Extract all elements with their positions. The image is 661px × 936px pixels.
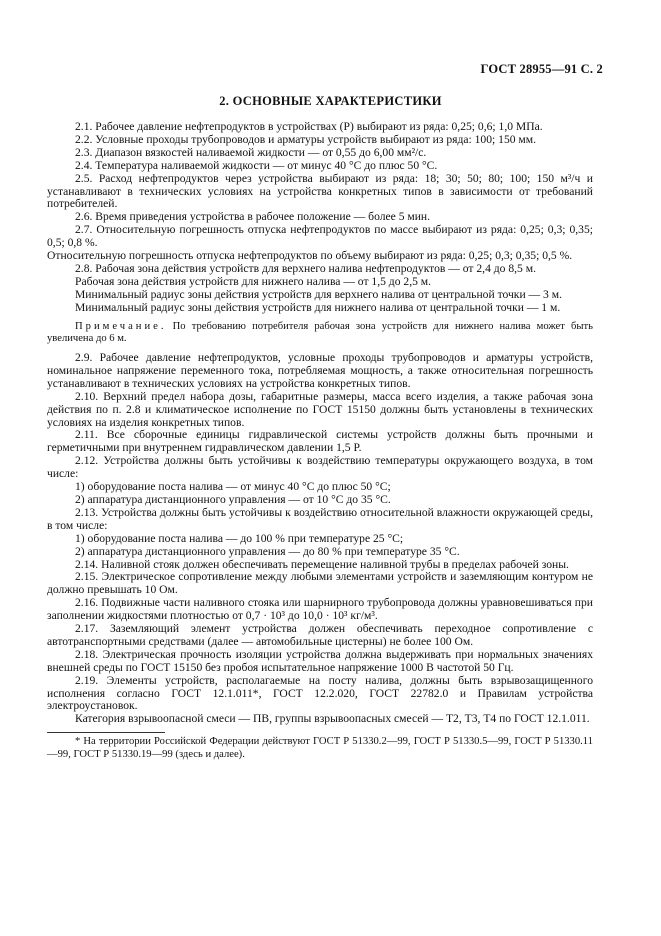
note bbox=[47, 321, 593, 345]
paragraph-2-8-radius-upper: Минимальный радиус зоны действия устройств для верхнего налива от центральной точки — 3 м. bbox=[75, 287, 562, 301]
paragraph-2-8-radius-lower: Минимальный радиус зоны действия устройств для нижнего налива от центральной точки — 1 м. bbox=[75, 300, 561, 314]
paragraph-2-3: 2.3. Диапазон вязкостей наливаемой жидкости — от 0,55 до 6,00 мм²/с. bbox=[75, 145, 427, 159]
list-item: 1) оборудование поста налива — до 100 % при температуре 25 °С; bbox=[75, 531, 404, 545]
paragraph-2-19-category: Категория взрывоопасной смеси — ПВ, группы взрывоопасных смесей — Т2, Т3, Т4 по ГОСТ 12.1.011. bbox=[75, 712, 590, 726]
paragraph-2-10: 2.10. Верхний предел набора дозы, габаритные размеры, масса всего изделия, а также рабочая зона действия по п. 2.8 и климатическое исполнение по ГОСТ 15150 должны быть установлены в технических условиях на изделия конкретных типов. bbox=[47, 389, 593, 429]
paragraph-2-19: 2.19. Элементы устройств, располагаемые на посту налива, должны быть взрывозащищенного исполнения согласно ГОСТ 12.1.011*, ГОСТ 12.2.020, ГОСТ 22782.0 и Правилам устройства электроустановок. bbox=[47, 673, 593, 713]
paragraph-2-17: 2.17. Заземляющий элемент устройства должен обеспечивать переходное сопротивление с автотранспортными средствами (далее — автомобильные цистерны) не более 100 Ом. bbox=[47, 622, 593, 648]
paragraph-2-18: 2.18. Электрическая прочность изоляции устройства должна выдерживать при нормальных значениях внешней среды по ГОСТ 15150 без пробоя испытательное напряжение 1000 В частотой 50 Гц. bbox=[47, 647, 593, 674]
paragraph-2-11: 2.11. Все сборочные единицы гидравлической системы устройств должны быть прочными и герметичными при внутреннем гидравлическом давлении 1,5 P. bbox=[47, 428, 593, 455]
document-body bbox=[47, 121, 593, 761]
paragraph-2-2: 2.2. Условные проходы трубопроводов и арматуры устройств выбирают из ряда: 100; 150 мм. bbox=[75, 132, 537, 146]
note-text: По требованию потребителя рабочая зона устройств для нижнего налива может быть увеличена до 6 м. bbox=[47, 320, 593, 344]
footnote-divider bbox=[47, 732, 165, 733]
paragraph-2-7: 2.7. Относительную погрешность отпуска нефтепродуктов по массе выбирают из ряда: 0,25; 0,3; 0,35; 0,5; 0,8 %. bbox=[47, 223, 593, 250]
list-item: 2) аппаратура дистанционного управления — до 80 % при температуре 35 °С. bbox=[75, 544, 460, 558]
list-item: 2) аппаратура дистанционного управления — от 10 °С до 35 °С. bbox=[75, 492, 391, 506]
paragraph-2-6: 2.6. Время приведения устройства в рабочее положение — более 5 мин. bbox=[75, 210, 431, 224]
note-label: Примечание. bbox=[75, 320, 167, 332]
paragraph-2-16: 2.16. Подвижные части наливного стояка или шарнирного трубопровода должны уравновешиваться при заполнении жидкостями плотностью от 0,7 · 10³ до 10,0 · 10³ кг/м³. bbox=[47, 596, 593, 623]
paragraph-2-1: 2.1. Рабочее давление нефтепродуктов в устройствах (P) выбирают из ряда: 0,25; 0,6; 1,0 МПа. bbox=[75, 120, 543, 133]
paragraph-2-8: 2.8. Рабочая зона действия устройств для верхнего налива нефтепродуктов — от 2,4 до 8,5 м. bbox=[75, 261, 536, 275]
paragraph-2-5: 2.5. Расход нефтепродуктов через устройства выбирают из ряда: 18; 30; 50; 80; 100; 150 м³/ч и устанавливают в технических условиях на устройства конкретных типов в зависимости от требований потребителей. bbox=[47, 171, 593, 211]
paragraph-2-7-volume: Относительную погрешность отпуска нефтепродуктов по объему выбирают из ряда: 0,25; 0,3; 0,35; 0,5 %. bbox=[47, 249, 573, 263]
paragraph-2-4: 2.4. Температура наливаемой жидкости — от минус 40 °С до плюс 50 °С. bbox=[75, 158, 438, 172]
paragraph-2-9: 2.9. Рабочее давление нефтепродуктов, условные проходы трубопроводов и арматуры устройств, номинальное напряжение переменного тока, потребляемая мощность, а также относительная погрешность устанавливают в технических условиях на устройства конкретных типов. bbox=[47, 351, 593, 390]
section-title: 2. ОСНОВНЫЕ ХАРАКТЕРИСТИКИ bbox=[219, 94, 442, 108]
paragraph-2-14: 2.14. Наливной стояк должен обеспечивать перемещение наливной трубы в пределах рабочей зоны. bbox=[75, 557, 569, 571]
paragraph-2-13: 2.13. Устройства должны быть устойчивы к воздействию относительной влажности окружающей среды, в том числе: bbox=[47, 505, 593, 532]
paragraph-2-8-lower: Рабочая зона действия устройств для нижнего налива — от 1,5 до 2,5 м. bbox=[75, 274, 432, 288]
paragraph-2-15: 2.15. Электрическое сопротивление между любыми элементами устройств и заземляющим контуром не должно превышать 10 Ом. bbox=[47, 570, 593, 597]
paragraph-2-12: 2.12. Устройства должны быть устойчивы к воздействию температуры окружающего воздуха, в том числе: bbox=[47, 454, 593, 481]
page-header: ГОСТ 28955—91 С. 2 bbox=[480, 62, 603, 76]
footnote: * На территории Российской Федерации действуют ГОСТ Р 51330.2—99, ГОСТ Р 51330.5—99, ГОСТ Р 51330.11—99, ГОСТ Р 51330.19—99 (здесь и далее). bbox=[47, 736, 593, 761]
list-item: 1) оборудование поста налива — от минус 40 °С до плюс 50 °С; bbox=[75, 480, 391, 494]
